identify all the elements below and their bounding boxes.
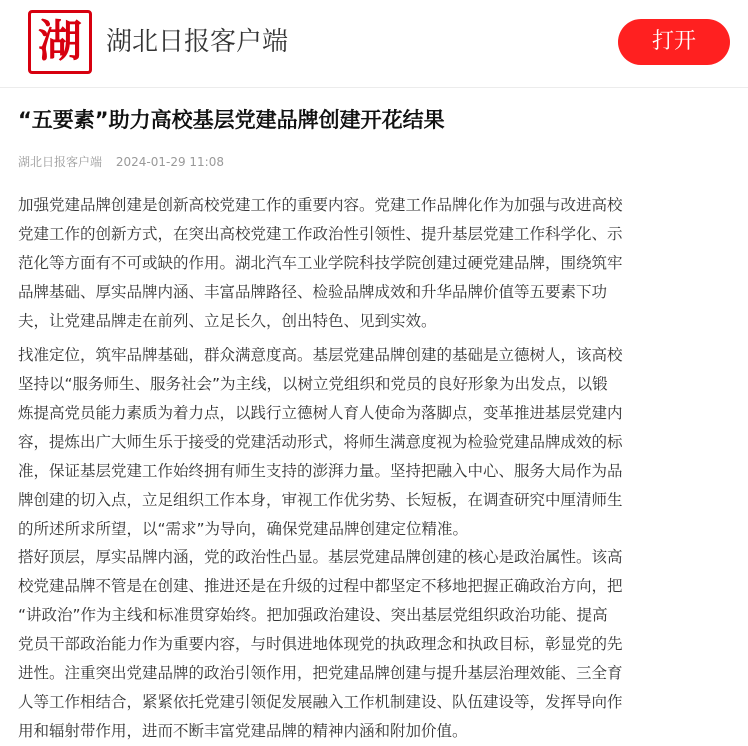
article-title: “五要素”助力高校基层党建品牌创建开花结果 — [18, 108, 445, 132]
paragraph-line: 用和辐射带作用，进而不断丰富党建品牌的精神内涵和附加价值。 — [18, 722, 468, 740]
logo-char: 湖 — [38, 16, 82, 67]
paragraph-line: 夫，让党建品牌走在前列、立足长久，创出特色、见到实效。 — [18, 312, 437, 330]
open-app-button[interactable]: 打开 — [618, 19, 730, 65]
paragraph-line: 坚持以“服务师生、服务社会”为主线，以树立党组织和党员的良好形象为出发点，以锻 — [18, 375, 608, 393]
paragraph-2 — [18, 341, 734, 544]
paragraph-line: 党员干部政治能力作为重要内容，与时俱进地体现党的执政理念和执政目标，彰显党的先 — [18, 635, 623, 653]
paragraph-1 — [18, 191, 734, 336]
paragraph-line: 品牌基础、厚实品牌内涵、丰富品牌路径、检验品牌成效和升华品牌价值等五要素下功 — [18, 283, 608, 301]
paragraph-line: 的所述所求所望，以“需求”为导向，确保党建品牌创建定位精准。 — [18, 520, 469, 538]
paragraph-3 — [18, 543, 734, 746]
paragraph-line: 加强党建品牌创建是创新高校党建工作的重要内容。党建工作品牌化作为加强与改进高校 — [18, 196, 623, 214]
paragraph-line: 进性。注重突出党建品牌的政治引领作用，把党建品牌创建与提升基层治理效能、三全育 — [18, 664, 623, 682]
paragraph-line: 找准定位，筑牢品牌基础，群众满意度高。基层党建品牌创建的基础是立德树人，该高校 — [18, 346, 623, 364]
paragraph-line: 牌创建的切入点，立足组织工作本身，审视工作优劣势、长短板，在调查研究中厘清师生 — [18, 491, 623, 509]
paragraph-line: 人等工作相结合，紧紧依托党建引领促发展融入工作机制建设、队伍建设等，发挥导向作 — [18, 693, 623, 711]
paragraph-line: “讲政治”作为主线和标准贯穿始终。把加强政治建设、突出基层党组织政治功能、提高 — [18, 606, 608, 624]
article-meta — [18, 153, 224, 171]
paragraph-line: 炼提高党员能力素质为着力点，以践行立德树人育人使命为落脚点，变革推进基层党建内 — [18, 404, 623, 422]
app-name: 湖北日报客户端 — [106, 27, 289, 57]
paragraph-line: 范化等方面有不可或缺的作用。湖北汽车工业学院科技学院创建过硬党建品牌，围绕筑牢 — [18, 254, 623, 272]
paragraph-line: 校党建品牌不管是在创建、推进还是在升级的过程中都坚定不移地把握正确政治方向，把 — [18, 577, 623, 595]
app-download-bar — [0, 0, 748, 88]
paragraph-line: 搭好顶层，厚实品牌内涵，党的政治性凸显。基层党建品牌创建的核心是政治属性。该高 — [18, 548, 623, 566]
paragraph-line: 党建工作的创新方式，在突出高校党建工作政治性引领性、提升基层党建工作科学化、示 — [18, 225, 623, 243]
paragraph-line: 准，保证基层党建工作始终拥有师生支持的澎湃力量。坚持把融入中心、服务大局作为品 — [18, 462, 623, 480]
paragraph-line: 容，提炼出广大师生乐于接受的党建活动形式，将师生满意度视为检验党建品牌成效的标 — [18, 433, 623, 451]
hubei-daily-logo-icon — [28, 10, 92, 74]
article-source: 湖北日报客户端 — [18, 155, 103, 169]
article-time: 2024-01-29 11:08 — [115, 155, 224, 169]
